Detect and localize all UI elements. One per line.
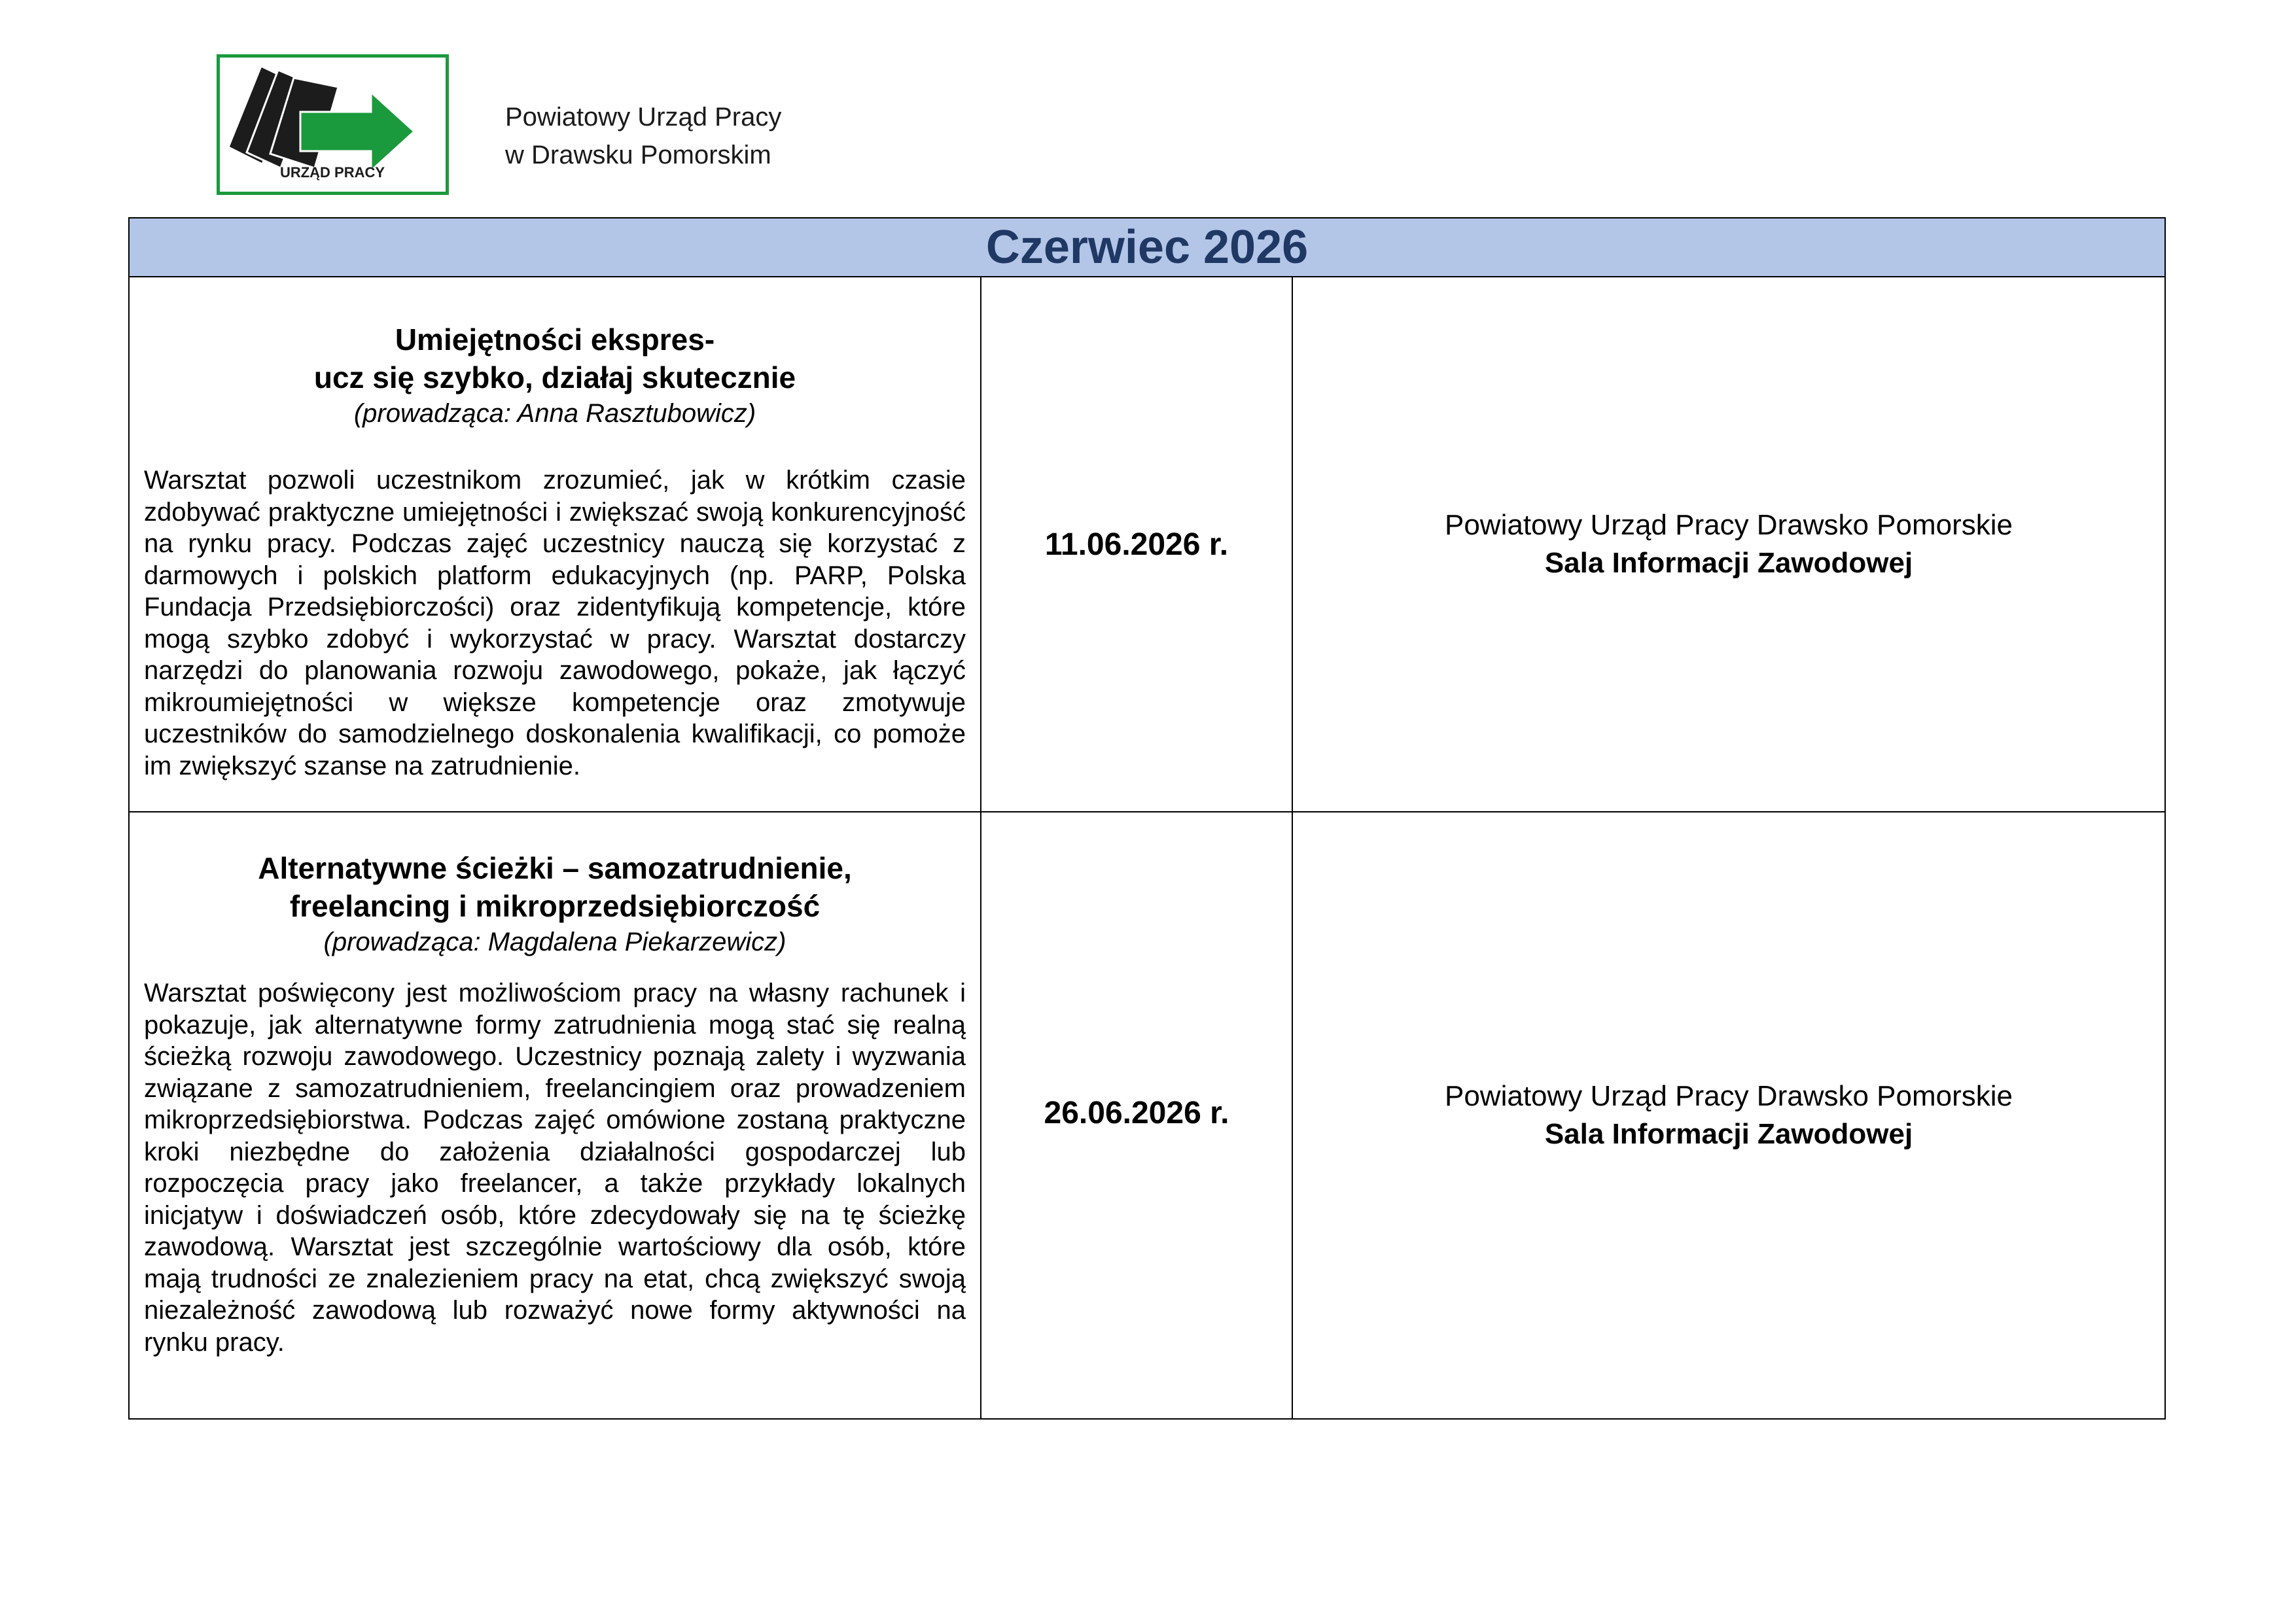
workshop-title bbox=[144, 321, 966, 396]
month-header-row bbox=[129, 218, 2165, 277]
table-row bbox=[129, 277, 2165, 812]
workshop-description: Warsztat poświęcony jest możliwościom pracy na własny rachunek i pokazuje, jak alternatywne formy zatrudnienia mogą stać się realną ścieżką rozwoju zawodowego. Uczestnicy poznają zalety i wyzwania związane z samozatrudnieniem, freelancingiem oraz prowadzeniem mikroprzedsiębiorstwa. Podczas zajęć omówione zostaną praktyczne kroki niezbędne do założenia działalności gospodarczej lub rozpoczęcia pracy jako freelancer, a także przykłady lokalnych inicjatyw i doświadczeń osób, które zdecydowały się na tę ścieżkę zawodową. Warsztat jest szczególnie wartościowy dla osób, które mają trudności ze znalezieniem pracy na etat, chcą zwiększyć swoją niezależność zawodową lub rozważyć nowe formy aktywności na rynku pracy. bbox=[144, 979, 966, 1357]
workshop-room: Sala Informacji Zawodowej bbox=[1544, 1118, 1913, 1150]
workshop-title-line2: ucz się szybko, działaj skutecznie bbox=[313, 360, 796, 394]
workshop-place-cell bbox=[1292, 812, 2165, 1419]
workshop-title-line2: freelancing i mikroprzedsiębiorczość bbox=[289, 889, 821, 923]
logo-text: URZĄD PRACY bbox=[279, 164, 385, 181]
workshop-description: Warsztat pozwoli uczestnikom zrozumieć, jak w krótkim czasie zdobywać praktyczne umiejętności i zwiększać swoją konkurencyjność na rynku pracy. Podczas zajęć uczestnicy nauczą się korzystać z darmowych i polskich platform edukacyjnych (np. PARP, Polska Fundacja Przedsiębiorczości) oraz zidentyfikują kompetencje, które mogą szybko zdobyć i wykorzystać w pracy. Warsztat dostarczy narzędzi do planowania rozwoju zawodowego, pokaże, jak łączyć mikroumiejętności w większe kompetencje oraz zmotywuje uczestników do samodzielnego doskonalenia kwalifikacji, co pomoże im zwiększyć szanse na zatrudnienie. bbox=[144, 466, 966, 780]
office-name-line2: w Drawsku Pomorskim bbox=[505, 141, 771, 169]
workshop-title-line1: Alternatywne ścieżki – samozatrudnienie, bbox=[258, 851, 852, 885]
office-name bbox=[505, 98, 781, 174]
workshop-instructor: (prowadząca: Anna Rasztubowicz) bbox=[353, 399, 756, 428]
urzad-pracy-logo bbox=[217, 54, 449, 195]
workshop-date: 11.06.2026 r. bbox=[1044, 527, 1229, 562]
office-name-line1: Powiatowy Urząd Pracy bbox=[505, 103, 782, 131]
workshop-instructor: (prowadząca: Magdalena Piekarzewicz) bbox=[323, 928, 786, 956]
workshop-description-cell bbox=[129, 812, 981, 1419]
workshop-schedule-table bbox=[128, 217, 2166, 1420]
workshop-place-cell bbox=[1292, 277, 2165, 812]
workshop-date-cell bbox=[981, 277, 1292, 812]
workshop-place: Powiatowy Urząd Pracy Drawsko Pomorskie bbox=[1444, 509, 2013, 541]
table-row bbox=[129, 812, 2165, 1419]
workshop-title bbox=[144, 849, 966, 925]
workshop-title-line1: Umiejętności ekspres- bbox=[395, 323, 715, 357]
month-title: Czerwiec 2026 bbox=[129, 218, 2165, 277]
workshop-date-cell bbox=[981, 812, 1292, 1419]
workshop-date: 26.06.2026 r. bbox=[1044, 1095, 1229, 1130]
workshop-description-cell bbox=[129, 277, 981, 812]
workshop-room: Sala Informacji Zawodowej bbox=[1544, 547, 1913, 579]
workshop-place: Powiatowy Urząd Pracy Drawsko Pomorskie bbox=[1444, 1080, 2013, 1112]
